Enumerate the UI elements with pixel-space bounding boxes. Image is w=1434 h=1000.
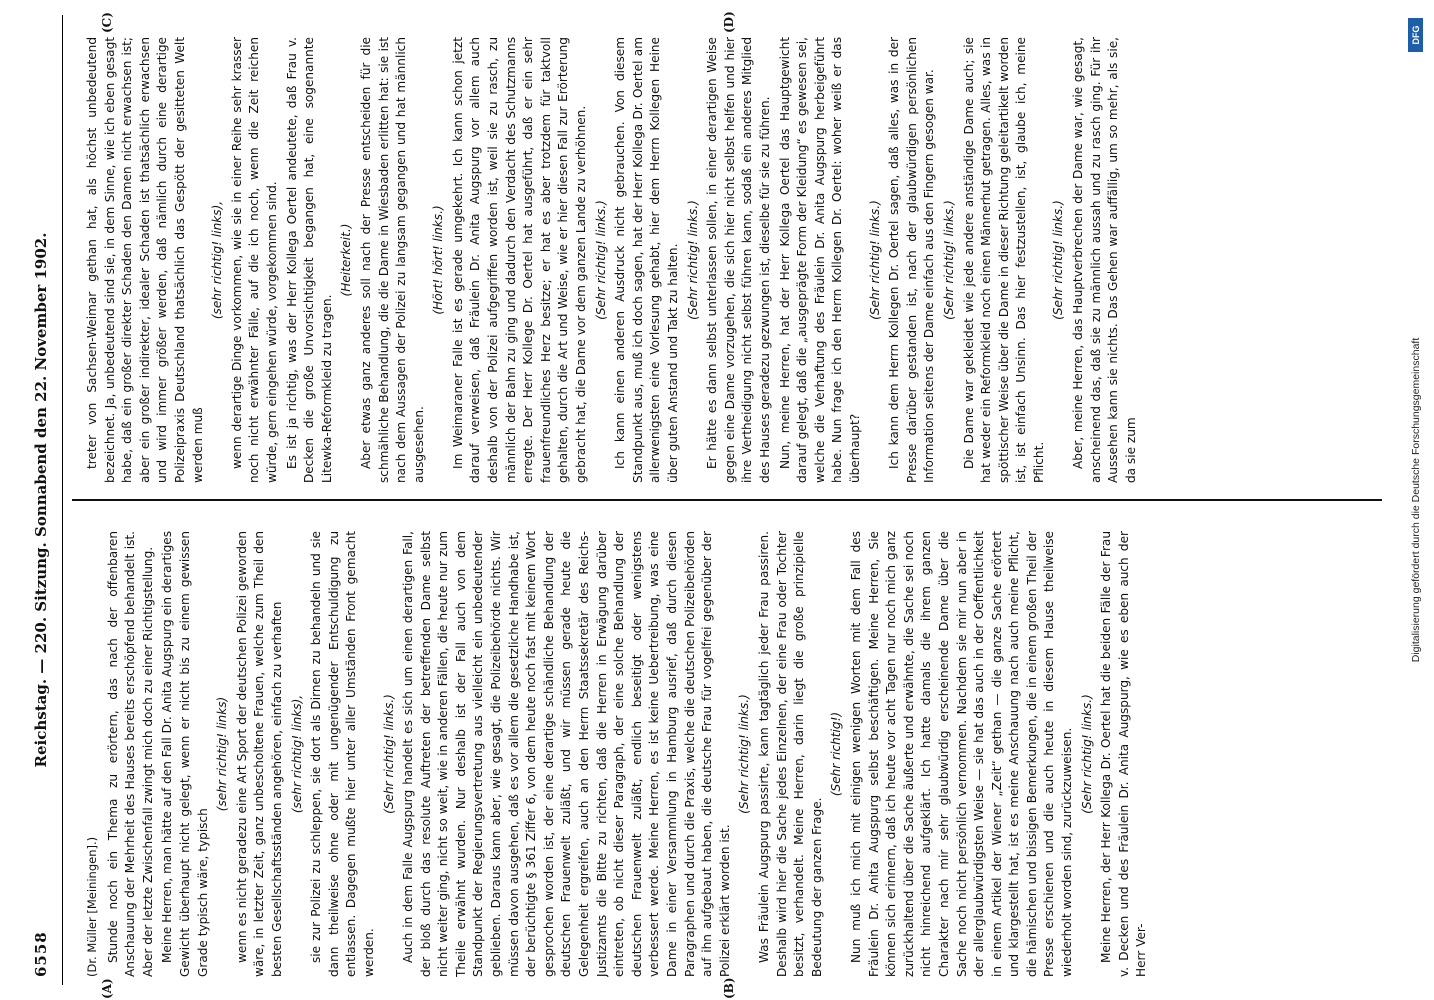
interjection: (sehr richtig! links)	[215, 696, 230, 812]
margin-marker-a: (A)	[100, 978, 114, 999]
interjection: (Sehr richtig! links.)	[685, 200, 700, 320]
interjection: (sehr richtig! links),	[289, 694, 304, 814]
paragraph: Er hätte es dann selbst unterlassen sollen, in einer derartigen Weise gegen eine Dame vorzugehen, die sich hier nicht selbst helfen und hier ihre Vertheidigung nicht selbst führen kann, sodaß ein anderes Mitglied des Hauses geradezu gezwungen ist, dieselbe für sie zu führen.	[705, 37, 772, 483]
paragraph: Nun muß ich mich mit einigen wenigen Worten mit dem Fall des Fräulein Dr. Anita Augspurg selbst beschäftigen. Meine Herren, Sie können sich erinnern, daß ich heute vor acht Tagen nur noch mich ganz zurückhaltend über die Sache äußerte und erwähnte, die Sache sei noch nicht hinreichend aufgeklärt. Ich hatte damals die ihrem ganzen Charakter nach mir sehr glaubwürdig erscheinende Dame über die Sache noch nicht persönlich vernommen. Nachdem sie mir nun aber in der allerglaubwürdigsten Weise — sie hat das auch in der Oeffentlichkeit in einem Artikel der Wiener „Zeit“ gethan — die ganze Sache erörtert und klargestellt hat, ist es meine Anschauung nach auch meine Pflicht, die hämischen und bissigen Bemerkungen, die in einem großen Theil der Presse erschienen und die auch heute in diesem Hause theilweise wiederholt worden sind, zurückzuweisen.	[848, 531, 1075, 977]
right-column-body	[84, 37, 1140, 483]
paragraph: Ich kann einen anderen Ausdruck nicht gebrauchen. Von diesem Standpunkt aus, muß ich doch sagen, hat der Herr Kollega Dr. Oertel am allerwenigsten eine Vorlesung gehabt, hier dem Herrn Kollegen Heine über guten Anstand und Takt zu halten.	[613, 37, 680, 483]
digitization-watermark	[1404, 10, 1428, 990]
interjection: (Sehr richtig! links.)	[867, 200, 882, 320]
column-divider	[72, 499, 1382, 501]
paragraph: treter von Sachsen-Weimar gethan hat, als höchst unbedeutend bezeichnet. Ja, unbedeutend sind sie, in dem Sinne, wie ich eben gesagt habe, daß ein großer direkter Schaden den Damen nicht erwachsen ist; aber ein großer indirekter, idealer Schaden ist thatsächlich erwachsen und wird immer größer werden, daß nämlich durch eine derartige Polizeipraxis Deutschland thatsächlich das Gespött der gesitteten Welt werden muß	[85, 37, 205, 483]
speaker-note: (Dr. Müller [Meiningen].)	[85, 836, 99, 977]
left-column-body	[105, 531, 1151, 977]
watermark-text: Digitalisierung gefördert durch die Deutsche Forschungsgemeinschaft	[1410, 337, 1422, 663]
right-column	[84, 37, 1384, 483]
paragraph: wenn es nicht geradezu eine Art Sport der deutschen Polizei geworden wäre, in letzter Zeit, ganz unbescholtene Frauen, welche zum Theil den besten Gesellschaftsständen angehören, einfach zu verhaften	[234, 531, 284, 977]
paragraph: Aber etwas ganz anderes soll nach der Presse entscheiden für die schmähliche Behandlung, die die Dame in Wiesbaden erlitten hat: sie ist nach dem Aussagen der Polizei zu langsam gegangen und hat männlich ausgesehen.	[358, 37, 426, 483]
paragraph: Im Weimaraner Falle ist es gerade umgekehrt. Ich kann schon jetzt darauf verweisen, daß Fräulein Dr. Anita Augspurg vor allem auch deshalb von der Polizei aufgegriffen worden ist, weil sie zu rasch, zu männlich der Bahn zu ging und dadurch den Verdacht des Schutzmanns erregte. Der Herr Kollege Dr. Oertel hat ausgeführt, daß er ein sehr frauenfreundliches Herz besitze; er hat es aber trotzdem für taktvoll gehalten, durch die Art und Weise, wie er hier diesen Fall zur Erörterung gebracht hat, die Dame vor dem ganzen Lande zu verhöhnen.	[450, 37, 589, 483]
interjection: (Hört! hört! links.)	[431, 205, 446, 315]
page-title: Reichstag. — 220. Sitzung. Sonnabend den 22. November 1902.	[32, 232, 50, 768]
interjection: (Heiterkeit.)	[339, 223, 354, 297]
paragraph: Was Fräulein Augspurg passirte, kann tagtäglich jeder Frau passiren. Deshalb wird hier die Sache jedes Einzelnen, der eine Frau oder Tochter besitzt, verhandelt. Meine Herren, darin liegt die große prinzipielle Bedeutung der ganzen Frage.	[756, 531, 824, 977]
margin-marker-d: (D)	[722, 11, 736, 33]
paragraph: Aber, meine Herren, das Hauptverbrechen der Dame war, wie gesagt, anscheinend das, daß sie zu männlich aussah und zu rasch ging. Für ihr Aussehen kann sie nichts. Das Gehen war auffällig, um so mehr, als sie, da sie zum	[1071, 37, 1138, 483]
paragraph: Meine Herren, der Herr Kollega Dr. Oertel hat die beiden Fälle der Frau v. Decken und des Fräulein Dr. Anita Augspurg, wie es eben auch der Herr Ver-	[1099, 531, 1149, 977]
paragraph: Stunde noch ein Thema zu erörtern, das nach der offenbaren Anschauung der Mehrheit des Hauses bereits erschöpfend behandelt ist. Aber der letzte Zwischenfall zwingt mich doch zu einer Richtigstellung.	[105, 531, 155, 977]
interjection: (Sehr richtig! links.)	[593, 200, 608, 320]
interjection: (sehr richtig! links),	[210, 200, 225, 320]
page-header	[22, 15, 63, 985]
paragraph: Ich kann dem Herrn Kollegen Dr. Oertel sagen, daß alles, was in der Presse darüber gestanden ist, nach der glaubwürdigen persönlichen Information seitens der Dame einfach aus den Fingern gesogen war.	[887, 37, 937, 483]
interjection: (Sehr richtig! links.)	[737, 694, 752, 814]
paragraph: Es ist ja richtig, was der Herr Kollega Oertel andeutete, daß Frau v. Decken die große Unvorsichtigkeit begangen hat, eine sogenannte Litewka-Reformkleid zu tragen.	[284, 37, 334, 483]
interjection: (Sehr richtig!)	[829, 711, 844, 797]
paragraph: Die Dame war gekleidet wie jede andere anständige Dame auch; sie hat weder ein Reformkleid noch einen Männerhut getragen. Alles, was in spöttischer Weise über die Dame in dieser Richtung geleitartikelt worden ist, ist einfach Unsinn. Das hier festzustellen, ist, glaube ich, meine Pflicht.	[961, 37, 1046, 483]
dfg-logo-icon: DFG	[1408, 18, 1423, 52]
paragraph: wenn derartige Dinge vorkommen, wie sie in einer Reihe sehr krasser noch nicht erwähnter Fälle, auf die ich noch, wenn die Zeit reichen würde, gern eingehen würde, vorgekommen sind.	[229, 37, 279, 483]
left-column	[84, 531, 1384, 977]
margin-marker-c: (C)	[100, 12, 114, 33]
interjection: (Sehr richtig! links.)	[941, 200, 956, 320]
paragraph: sie zur Polizei zu schleppen, sie dort als Dirnen zu behandeln und sie dann theilweise ohne oder mit ungenügender Entschuldigung zu entlassen. Dagegen mußte hier unter aller Umständen Front gemacht werden.	[309, 531, 376, 977]
margin-marker-b: (B)	[722, 977, 736, 999]
interjection: (Sehr richtig! links.)	[1051, 200, 1066, 320]
paragraph: Auch in dem Falle Augspurg handelt es sich um einen derartigen Fall, der bloß durch das resolute Auftreten der betreffenden Dame selbst nicht weiter ging, nicht so weit, wie in anderen Fällen, die heute nur zum Theile erwähnt wurden. Nur deshalb ist der Fall auch von dem Standpunkt der Regierungsvertretung aus vielleicht ein unbedeutender geblieben. Daraus kann aber, wie gesagt, die Polizeibehörde nichts. Wir müssen davon ausgehen, daß es vor allem die gesetzliche Handhabe ist, der berüchtigte § 361 Ziffer 6, von dem heute noch fast mit keinem Wort gesprochen worden ist, der eine derartige schändliche Behandlung der deutschen Frauenwelt zuläßt, und wir müssen gerade heute die Gelegenheit ergreifen, auch an den Herrn Staatssekretär des Reichs-Justizamts die Bitte zu richten, daß die Herren in Erwägung darüber eintreten, ob nicht dieser Paragraph, der eine solche Behandlung der deutschen Frauenwelt zuläßt, endlich beseitigt oder wenigstens verbessert werde. Meine Herren, es ist keine Uebertreibung, was eine Dame in einer Versammlung in Hamburg ausrief, daß durch diesen Paragraphen und durch die Praxis, welche die deutschen Polizeibehörden auf ihn aufgebaut haben, die deutsche Frau für vogelfrei gegenüber der Polizei erklärt worden ist.	[401, 531, 732, 977]
paragraph: Nun, meine Herren, hat der Herr Kollega Oertel das Hauptgewicht darauf gelegt, daß die „ausgeprägte Form der Kleidung“ es gewesen sei, welche die Verhaftung des Fräulein Dr. Anita Augspurg herbeigeführt habe. Nun frage ich den Herrn Kollegen Dr. Oertel: woher weiß er das überhaupt?	[777, 37, 862, 483]
interjection: (Sehr richtig! links.)	[381, 694, 396, 814]
page-number: 6558	[32, 931, 50, 977]
paragraph: Meine Herren, man hätte auf den Fall Dr. Anita Augspurg ein derartiges Gewicht überhaupt nicht gelegt, wenn er nicht bis zu einem gewissen Grade typisch wäre, typisch	[160, 531, 210, 977]
document-page	[22, 11, 1402, 999]
interjection: (Sehr richtig! links.)	[1079, 694, 1094, 814]
